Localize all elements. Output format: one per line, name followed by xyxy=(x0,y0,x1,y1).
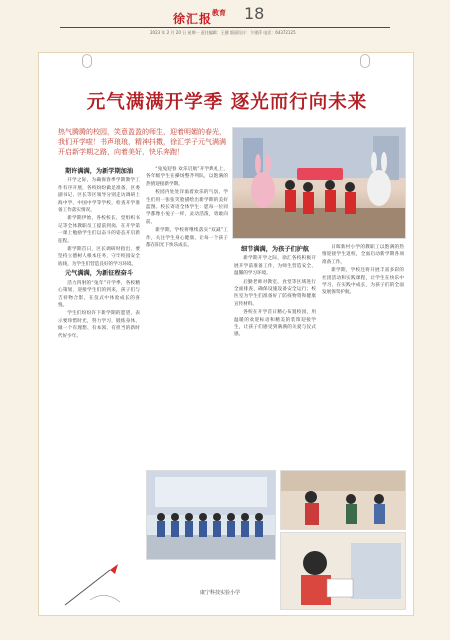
paragraph: 新学期开学之际，徐汇各校积极开展开学前准备工作，为师生营造安全、温馨的学习环境。 xyxy=(234,256,316,277)
paragraph: 新学期，学校将继续落实“双减”工作，关注学生身心健康，让每一个孩子都在阳光下快乐成长。 xyxy=(146,228,228,249)
paragraph: 学生们纷纷许下新学期的愿望，表示要珍惜时光，努力学习，锻炼身体，做一个有理想、有本领、有担当的新时代好少年。 xyxy=(58,311,140,339)
section-subtitle: 元气满满，为新征程奋斗 xyxy=(64,270,134,278)
paragraph: 后勤老师对教室、食堂等区域进行全面排查，确保设施设备安全运行；校医室为学生们准备好了防疫物资和健康宣传材料。 xyxy=(234,279,316,307)
issue-meta: 2023 年 2 月 20 日 星期一 责任编辑：王健 版面设计：卞建萍 电话：64372125 xyxy=(150,30,296,35)
middle-column xyxy=(146,166,228,466)
left-column xyxy=(58,166,140,508)
classroom-photo xyxy=(280,470,406,530)
section-subtitle: 期许满满，为新学期加油 xyxy=(64,168,134,175)
paragraph: 各校在开学首日精心布置校园，用温暖的欢迎标语和精美的装饰迎接学生，让孩子们感受到满满的关爱与仪式感。 xyxy=(234,310,316,338)
paragraph: 新学期伊始，各校校长、党组织书记等全体教职员工提前到岗，在开学第一课上勉励学生们以奋斗的姿态开启新征程。 xyxy=(58,216,140,244)
reading-photo-illustration xyxy=(281,533,405,609)
reading-photo xyxy=(280,532,406,610)
paragraph: “兔兔迎春 欢乐启航”开学典礼上，各年级学生在操场整齐列队，以饱满的热情迎接新学期。 xyxy=(146,167,228,187)
mascot-photo xyxy=(232,127,406,239)
paragraph: 校园内处处洋溢着欢乐的气氛，学生们用一张张笑脸描绘出新学期的美好蓝图。校长寄语全体学生：愿每一位同学都像小兔子一样，灵动活泼，勇敢向前。 xyxy=(146,190,228,225)
binder-ring-left xyxy=(82,54,92,68)
paragraph: 开学之际，为确保春季学期教学工作有序开展，各校纷纷做足准备，区委副书记、区长等区领导分别走访调研上海中学、中国中学等学校，检查开学准备工作落实情况。 xyxy=(58,178,140,214)
students-photo-illustration xyxy=(147,471,275,559)
header-rule xyxy=(60,27,390,28)
paragraph: 新学期首日，区长调研时指出，要坚持立德树人根本任务，守牢校园安全底线，为学生们营造良好的学习环境。 xyxy=(58,247,140,267)
pencil-sketch-decoration xyxy=(60,560,140,610)
paragraph: 活力四射的“兔年”开学季，各校精心策划，迎接学生们的到来，孩子们与吉祥物合影，在仪式中体验成长的喜悦。 xyxy=(58,280,140,308)
right-column-2 xyxy=(322,244,404,464)
paragraph: 新学期，学校还将开展丰富多彩的社团活动和实践课程，让学生在快乐中学习，在实践中成长，为孩子们的全面发展保驾护航。 xyxy=(322,268,404,296)
article-signature: 康宁科技实验小学 xyxy=(200,590,241,596)
paragraph: 日晖新村小学的教职工以饱满的热情迎接学生返校，全面启动新学期各项准备工作。 xyxy=(322,245,404,265)
newspaper-logo: 徐汇报 xyxy=(173,12,213,26)
binder-ring-right xyxy=(360,54,370,68)
right-column-1 xyxy=(234,244,316,464)
article-lead: 热气腾腾的校园，笑意盈盈的师生，迎着明媚的春光，我们开学啦！书声琅琅，精神抖擞，徐汇学子元气满满开启新学期之路，向着美好，快乐奔跑！ xyxy=(58,128,226,156)
article-headline: 元气满满开学季 逐光而行向未来 xyxy=(86,92,368,113)
students-photo xyxy=(146,470,276,560)
section-name: 教育 xyxy=(212,9,226,17)
mascot-photo-illustration xyxy=(233,128,405,238)
page-number: 18 xyxy=(244,4,265,23)
section-subtitle: 细节满满，为孩子们护航 xyxy=(240,246,310,253)
classroom-photo-illustration xyxy=(281,471,405,529)
